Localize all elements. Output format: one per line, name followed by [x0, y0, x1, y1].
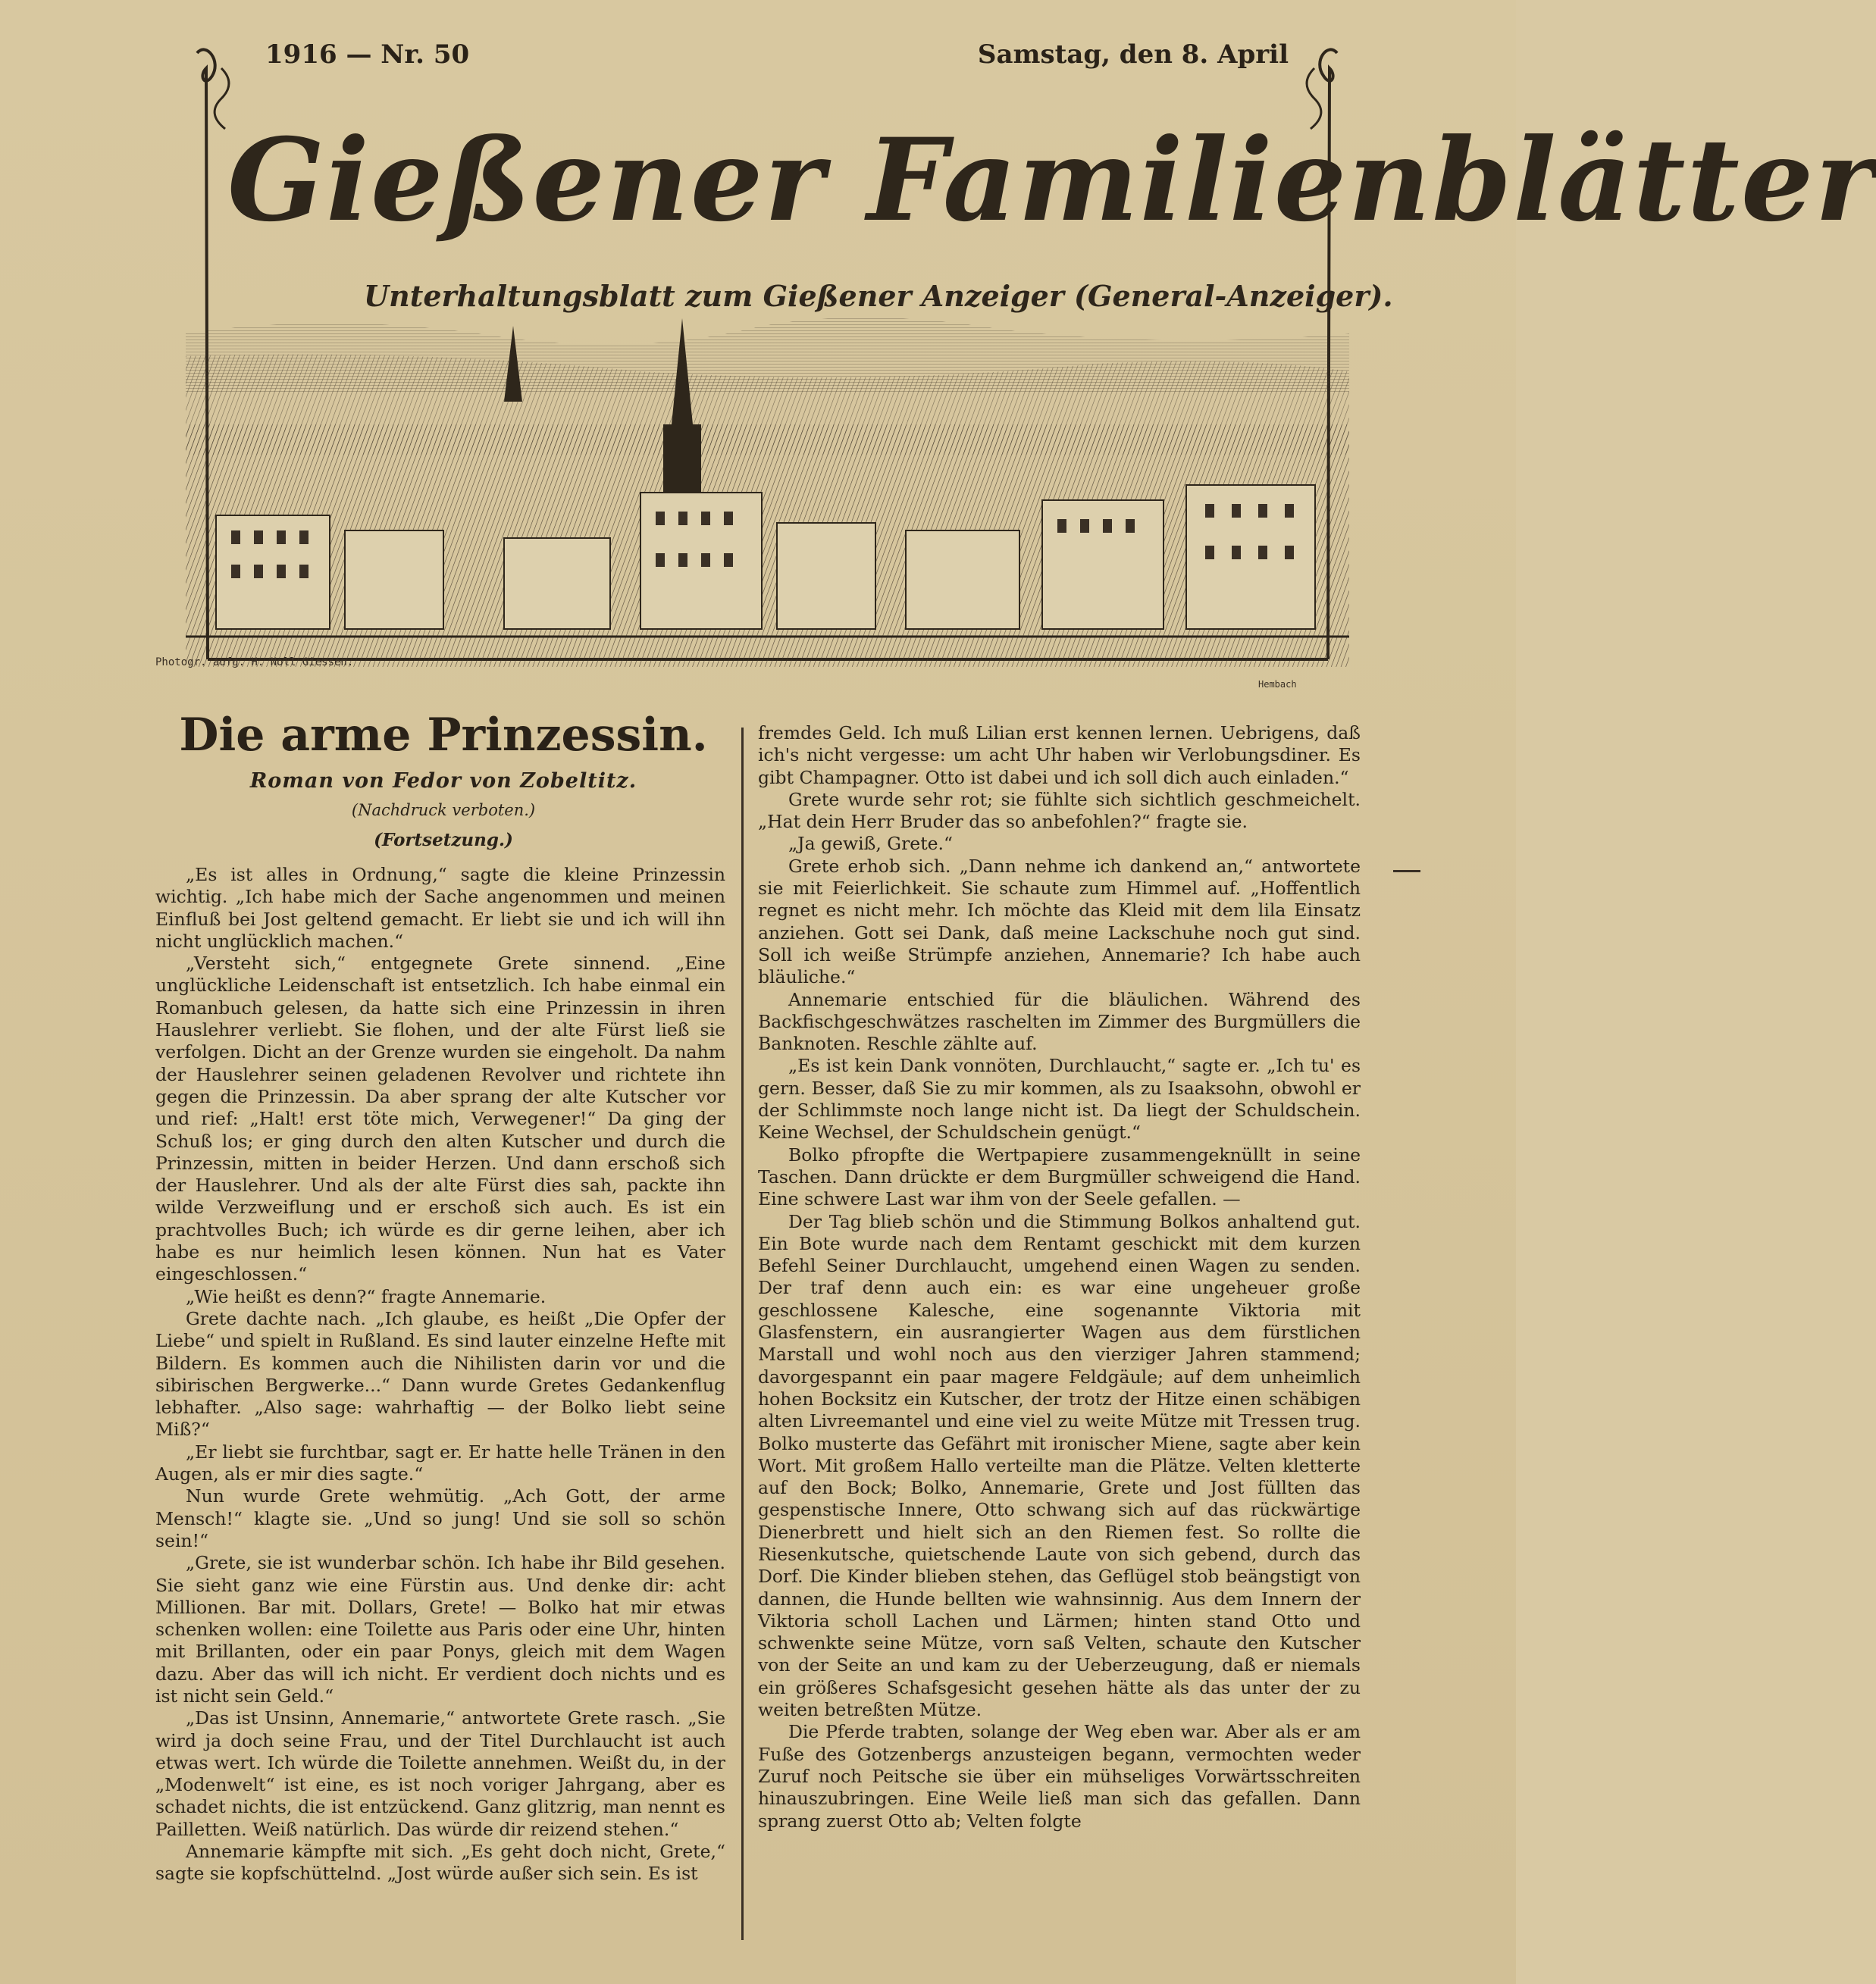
paragraph: Grete dachte nach. „Ich glaube, es heißt „Die Opfer der Liebe“ und spielt in Rußland. Es sind lauter einzelne Hefte mit Bildern. Es kommen auch die Nihilisten darin vor und die sibirischen Bergwerke...“ Dann wurde Gretes Gedankenflug lebhafter. „Also sage: wahrhaftig — der Bolko liebt seine Miß?“: [155, 1307, 725, 1441]
article-title: Die arme Prinzessin.: [179, 709, 708, 762]
paragraph: „Ja gewiß, Grete.“: [788, 833, 954, 855]
article-byline: Roman von Fedor von Zobeltitz.: [249, 769, 637, 793]
paragraph: Grete wurde sehr rot; sie fühlte sich sichtlich geschmeichelt. „Hat dein Herr Bruder das so anbefohlen?“ fragte sie.: [758, 788, 1361, 833]
paragraph: fremdes Geld. Ich muß Lilian erst kennen lernen. Uebrigens, daß ich's nicht vergesse: um acht Uhr haben wir Verlobungsdiner. Es gibt Champagner. Otto ist dabei und ich soll dich auch einladen.“: [758, 722, 1361, 788]
paragraph: „Das ist Unsinn, Annemarie,“ antwortete Grete rasch. „Sie wird ja doch seine Frau, und der Titel Durchlaucht ist auch etwas wert. Ich würde die Toilette annehmen. Weißt du, in der „Modenwelt“ ist eine, es ist noch voriger Jahrgang, aber es schadet nichts, die ist entzückend. Ganz glitzrig, man nennt es Pailletten. Weiß natürlich. Das würde dir reizend stehen.“: [155, 1707, 725, 1840]
continuation-note: (Fortsetzung.): [374, 830, 513, 850]
column-rule: [741, 728, 744, 1940]
issue-number: 1916 — Nr. 50: [265, 39, 470, 70]
copyright-note: (Nachdruck verboten.): [351, 801, 536, 819]
paragraph: Nun wurde Grete wehmütig. „Ach Gott, der arme Mensch!“ klagte sie. „Und so jung! Und sie soll so schön sein!“: [155, 1485, 725, 1551]
paragraph: Annemarie entschied für die bläulichen. Während des Backfischgeschwätzes raschelten im Zimmer des Burgmüllers die Banknoten. Reschle zählte auf.: [758, 988, 1361, 1055]
paragraph: Bolko pfropfte die Wertpapiere zusammengeknüllt in seine Taschen. Dann drückte er dem Burgmüller schweigend die Hand. Eine schwere Last war ihm von der Seele gefallen. —: [758, 1144, 1361, 1210]
paragraph: Annemarie kämpfte mit sich. „Es geht doch nicht, Grete,“ sagte sie kopfschüttelnd. „Jost würde außer sich sein. Es ist: [155, 1841, 725, 1885]
paragraph: „Wie heißt es denn?“ fragte Annemarie.: [186, 1285, 547, 1307]
paragraph: Grete erhob sich. „Dann nehme ich dankend an,“ antwortete sie mit Feierlichkeit. Sie schaute zum Himmel auf. „Hoffentlich regnet es nicht mehr. Ich möchte das Kleid mit dem lila Einsatz anziehen. Gott sei Dank, daß meine Lackschuhe noch gut sind. Soll ich weiße Strümpfe anziehen, Annemarie? Ich habe auch bläuliche.“: [758, 855, 1361, 988]
paragraph: „Versteht sich,“ entgegnete Grete sinnend. „Eine unglückliche Leidenschaft ist entsetzlich. Ich habe einmal ein Romanbuch gelesen, da hatte sich eine Prinzessin in ihren Hauslehrer verliebt. Sie flohen, und der alte Fürst ließ sie verfolgen. Dicht an der Grenze wurden sie eingeholt. Da nahm der Hauslehrer seinen geladenen Revolver und richtete ihn gegen die Prinzessin. Da aber sprang der alte Kutscher vor und rief: „Halt! erst töte mich, Verwegener!“ Da ging der Schuß los; er ging durch den alten Kutscher und durch die Prinzessin, mitten in beider Herzen. Und dann erschoß sich der Hauslehrer. Und als der alte Fürst dies sah, packte ihn wilde Verzweiflung und er erschoß sich auch. Es ist ein prachtvolles Buch; ich würde es dir gerne leihen, aber ich habe es nur heimlich lesen können. Nun hat es Vater eingeschlossen.“: [155, 953, 725, 1285]
paragraph: „Es ist kein Dank vonnöten, Durchlaucht,“ sagte er. „Ich tu' es gern. Besser, daß Sie zu mir kommen, als zu Isaaksohn, obwohl er der Schlimmste noch lange nicht ist. Da liegt der Schuldschein. Keine Wechsel, der Schuldschein genügt.“: [758, 1055, 1361, 1144]
paragraph: Der Tag blieb schön und die Stimmung Bolkos anhaltend gut. Ein Bote wurde nach dem Rentamt geschickt mit dem kurzen Befehl Seiner Durchlaucht, umgehend einen Wagen zu senden. Der traf denn auch ein: es war eine ungeheuer große geschlossene Kalesche, eine sogenannte Viktoria mit Glasfenstern, ein ausrangierter Wagen aus dem fürstlichen Marstall und wohl noch aus den vierziger Jahren stammend; davorgespannt ein paar magere Feldgäule; auf dem unheimlich hohen Bocksitz ein Kutscher, der trotz der Hitze einen schäbigen alten Livreemantel und eine viel zu weite Mütze mit Tressen trug. Bolko musterte das Gefährt mit ironischer Miene, sagte aber kein Wort. Mit großem Hallo verteilte man die Plätze. Velten kletterte auf den Bock; Bolko, Annemarie, Grete und Jost füllten das gespenstische Innere, Otto schwang sich auf das rückwärtige Dienerbrett und hielt sich an den Riemen fest. So rollte die Riesenkutsche, quietschende Laute von sich gebend, durch das Dorf. Die Kinder blieben stehen, das Geflügel stob beängstigt von dannen, die Hunde bellten wie wahnsinnig. Aus dem Innern der Viktoria scholl Lachen und Lärmen; hinten stand Otto und schwenkte seine Mütze, vorn saß Velten, schaute den Kutscher von der Seite an und kam zu der Ueberzeugung, daß er niemals ein größeres Schafsgesicht gesehen hätte als das unter der zu weiten betreßten Mütze.: [758, 1210, 1361, 1721]
photo-credit: Photogr. aufg. H. Noll Giessen.: [155, 656, 354, 668]
right-text-column: [758, 722, 1361, 1946]
masthead-subtitle: Unterhaltungsblatt zum Gießener Anzeiger (General-Anzeiger).: [364, 279, 1393, 313]
paragraph: „Grete, sie ist wunderbar schön. Ich habe ihr Bild gesehen. Sie sieht ganz wie eine Fürstin aus. Und denke dir: acht Millionen. Bar mit. Dollars, Grete! — Bolko hat mir etwas schenken wollen: eine Toilette aus Paris oder eine Uhr, hinten mit Brillanten, oder ein paar Ponys, gleich mit dem Wagen dazu. Aber das will ich nicht. Er verdient doch nichts und es ist nicht sein Geld.“: [155, 1552, 725, 1707]
margin-mark: [1393, 870, 1420, 872]
city-view-engraving: [186, 303, 1349, 667]
masthead-title: Gießener Familienblätter: [227, 114, 1876, 247]
paragraph: Die Pferde trabten, solange der Weg eben war. Aber als er am Fuße des Gotzenbergs anzusteigen begann, vermochten weder Zuruf noch Peitsche sie über ein mühseliges Vorwärtsschreiten hinauszubringen. Eine Weile ließ man sich das gefallen. Dann sprang zuerst Otto ab; Velten folgte: [758, 1721, 1361, 1832]
paragraph: „Es ist alles in Ordnung,“ sagte die kleine Prinzessin wichtig. „Ich habe mich der Sache angenommen und meinen Einfluß bei Jost geltend gemacht. Er liebt sie und ich will ihn nicht unglücklich machen.“: [155, 864, 725, 952]
paragraph: „Er liebt sie furchtbar, sagt er. Er hatte helle Tränen in den Augen, als er mir dies sagte.“: [155, 1441, 725, 1485]
issue-date: Samstag, den 8. April: [977, 39, 1289, 70]
left-text-column: [155, 864, 725, 1946]
engraver-signature: Hembach: [1258, 679, 1297, 690]
